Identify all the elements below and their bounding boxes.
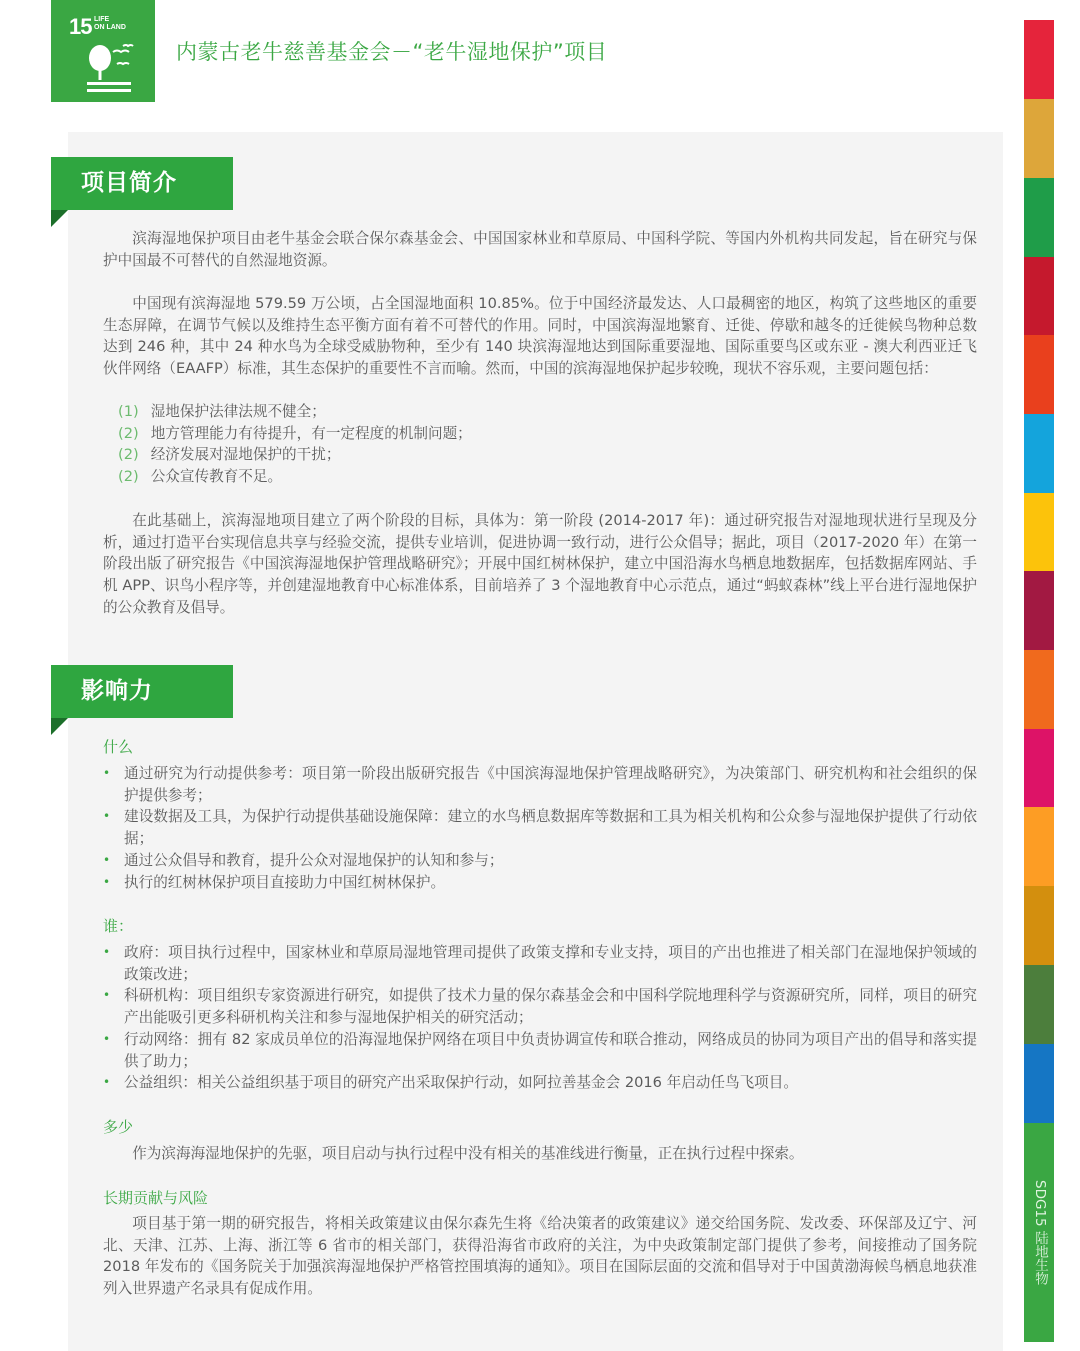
sdg-stripe bbox=[1024, 20, 1054, 99]
section-banner-intro bbox=[51, 157, 233, 210]
list-item: • 通过研究为行动提供参考：项目第一阶段出版研究报告《中国滨海湿地保护管理战略研究》，为决策部门、研究机构和社会组织的保护提供参考； bbox=[103, 765, 977, 804]
sdg-stripe bbox=[1024, 414, 1054, 493]
subheading-who: 谁： bbox=[103, 917, 134, 935]
bullet-icon: • bbox=[103, 874, 111, 889]
bullet-icon: • bbox=[103, 852, 111, 867]
who-list bbox=[103, 942, 977, 1094]
section-title: 影响力 bbox=[81, 678, 153, 704]
problems-list bbox=[118, 401, 472, 488]
intro-paragraph-2: 中国现有滨海湿地 579.59 万公顷，占全国湿地面积 10.85%。位于中国经济最发达、人口最稠密的地区，构筑了这些地区的重要生态屏障，在调节气候以及维持生态平衡方面有着不可替代的作用。同时，中国滨海湿地繁育、迁徙、停歇和越冬的迁徙候鸟物种总数达到 246 种，其中 24 种水鸟为全球受威胁物种，至少有 140 块滨海湿地达到国际重要湿地、国际重要鸟区或东亚 - 澳大利西亚迁飞伙伴网络（EAAFP）标准，其生态保护的重要性不言而喻。然而，中国的滨海湿地保护起步较晚，现状不容乐观，主要问题包括： bbox=[103, 295, 977, 378]
sdg-stripe bbox=[1024, 650, 1054, 729]
list-item: • 政府：项目执行过程中，国家林业和草原局湿地管理司提供了政策支撑和专业支持，项目的产出也推进了相关部门在湿地保护领域的政策改进； bbox=[103, 944, 977, 983]
sdg-stripe bbox=[1024, 1044, 1054, 1123]
page-title: 内蒙古老牛慈善基金会－“老牛湿地保护”项目 bbox=[176, 40, 608, 64]
list-item: (1) 湿地保护法律法规不健全； bbox=[118, 403, 326, 420]
list-item: • 建设数据及工具，为保护行动提供基础设施保障：建立的水鸟栖息数据库等数据和工具为相关机构和公众参与湿地保护提供了行动依据； bbox=[103, 808, 977, 848]
bullet-icon: • bbox=[103, 1075, 111, 1090]
bullet-icon: • bbox=[103, 1031, 111, 1046]
sdg-stripe bbox=[1024, 178, 1054, 257]
bullet-icon: • bbox=[103, 809, 111, 824]
list-item: • 执行的红树林保护项目直接助力中国红树林保护。 bbox=[103, 872, 977, 894]
tree-birds-icon bbox=[83, 40, 139, 96]
sdg-color-strip bbox=[1024, 20, 1054, 1351]
subheading-what: 什么 bbox=[103, 738, 134, 756]
intro-paragraph-3: 在此基础上，滨海湿地项目建立了两个阶段的目标，具体为：第一阶段 (2014-2017 年)：通过研究报告对湿地现状进行呈现及分析，通过打造平台实现信息共享与经验交流，提供专业培训，促进协调一致行动，进行公众倡导；据此，项目（2017-2020 年）在第一阶段出版了研究报告《中国滨海湿地保护管理战略研究》；开展中国红树林保护，建立中国沿海水鸟栖息地数据库，包括数据库网站、手机 APP、识鸟小程序等，并创建湿地教育中心标准体系，目前培养了 3 个湿地教育中心示范点，通过“蚂蚁森林”线上平台进行湿地保护的公众教育及倡导。 bbox=[103, 512, 977, 616]
subheading-long-term: 长期贡献与风险 bbox=[103, 1189, 209, 1207]
bullet-icon: • bbox=[103, 945, 111, 959]
list-item: • 行动网络：拥有 82 家成员单位的沿海湿地保护网络在项目中负责协调宣传和联合推动，网络成员的协同为项目产出的倡导和落实提供了助力； bbox=[103, 1030, 977, 1070]
sdg-stripe bbox=[1024, 729, 1054, 807]
sdg-label: LIFE ON LAND bbox=[94, 16, 126, 31]
subheading-how-much: 多少 bbox=[103, 1118, 134, 1136]
list-item: • 通过公众倡导和教育，提升公众对湿地保护的认知和参与； bbox=[103, 850, 977, 872]
list-item: (2) 地方管理能力有待提升，有一定程度的机制问题； bbox=[118, 424, 472, 442]
long-term-text: 项目基于第一期的研究报告，将相关政策建议由保尔森先生将《给决策者的政策建议》递交给国务院、发改委、环保部及辽宁、河北、天津、江苏、上海、浙江等 6 省市的相关部门，获得沿海省市政府的关注，为中央政策制定部门提供了参考，间接推动了国务院 2018 年发布的《国务院关于加强滨海湿地保护严格管控围填海的通知》。项目在国际层面的交流和倡导对于中国黄渤海候鸟栖息地获准列入世界遗产名录具有促成作用。 bbox=[103, 1215, 977, 1298]
how-much-text: 作为滨海海湿地保护的先驱，项目启动与执行过程中没有相关的基准线进行衡量，正在执行过程中探索。 bbox=[132, 1145, 804, 1162]
banner-fold bbox=[51, 718, 68, 735]
sdg-stripe bbox=[1024, 571, 1054, 650]
sdg-stripe bbox=[1024, 493, 1054, 571]
section-title: 项目简介 bbox=[81, 170, 177, 196]
bullet-icon: • bbox=[103, 766, 111, 780]
sdg15-logo bbox=[51, 0, 155, 102]
banner-fold bbox=[51, 210, 68, 227]
sdg-stripe bbox=[1024, 807, 1054, 886]
sdg-strip-label: SDG15 陆地生物 bbox=[1032, 1180, 1048, 1285]
list-item: • 公益组织：相关公益组织基于项目的研究产出采取保护行动，如阿拉善基金会 2016 年启动任鸟飞项目。 bbox=[103, 1072, 977, 1094]
sdg-stripe bbox=[1024, 99, 1054, 178]
section-banner-impact bbox=[51, 665, 233, 718]
list-item: (2) 经济发展对湿地保护的干扰； bbox=[118, 446, 341, 464]
sdg-number: 15 bbox=[69, 14, 92, 39]
sdg-stripe bbox=[1024, 965, 1054, 1044]
what-list bbox=[103, 763, 977, 893]
sdg-stripe bbox=[1024, 335, 1054, 414]
bullet-icon: • bbox=[103, 988, 111, 1003]
sdg-stripe bbox=[1024, 257, 1054, 335]
intro-paragraph-1: 滨海湿地保护项目由老牛基金会联合保尔森基金会、中国国家林业和草原局、中国科学院、等国内外机构共同发起，旨在研究与保护中国最不可替代的自然湿地资源。 bbox=[103, 230, 977, 269]
list-item: • 科研机构：项目组织专家资源进行研究，如提供了技术力量的保尔森基金会和中国科学院地理科学与资源研究所，同样，项目的研究产出能吸引更多科研机构关注和参与湿地保护相关的研究活动； bbox=[103, 987, 977, 1027]
list-item: (2) 公众宣传教育不足。 bbox=[118, 468, 283, 486]
sdg-stripe bbox=[1024, 886, 1054, 965]
